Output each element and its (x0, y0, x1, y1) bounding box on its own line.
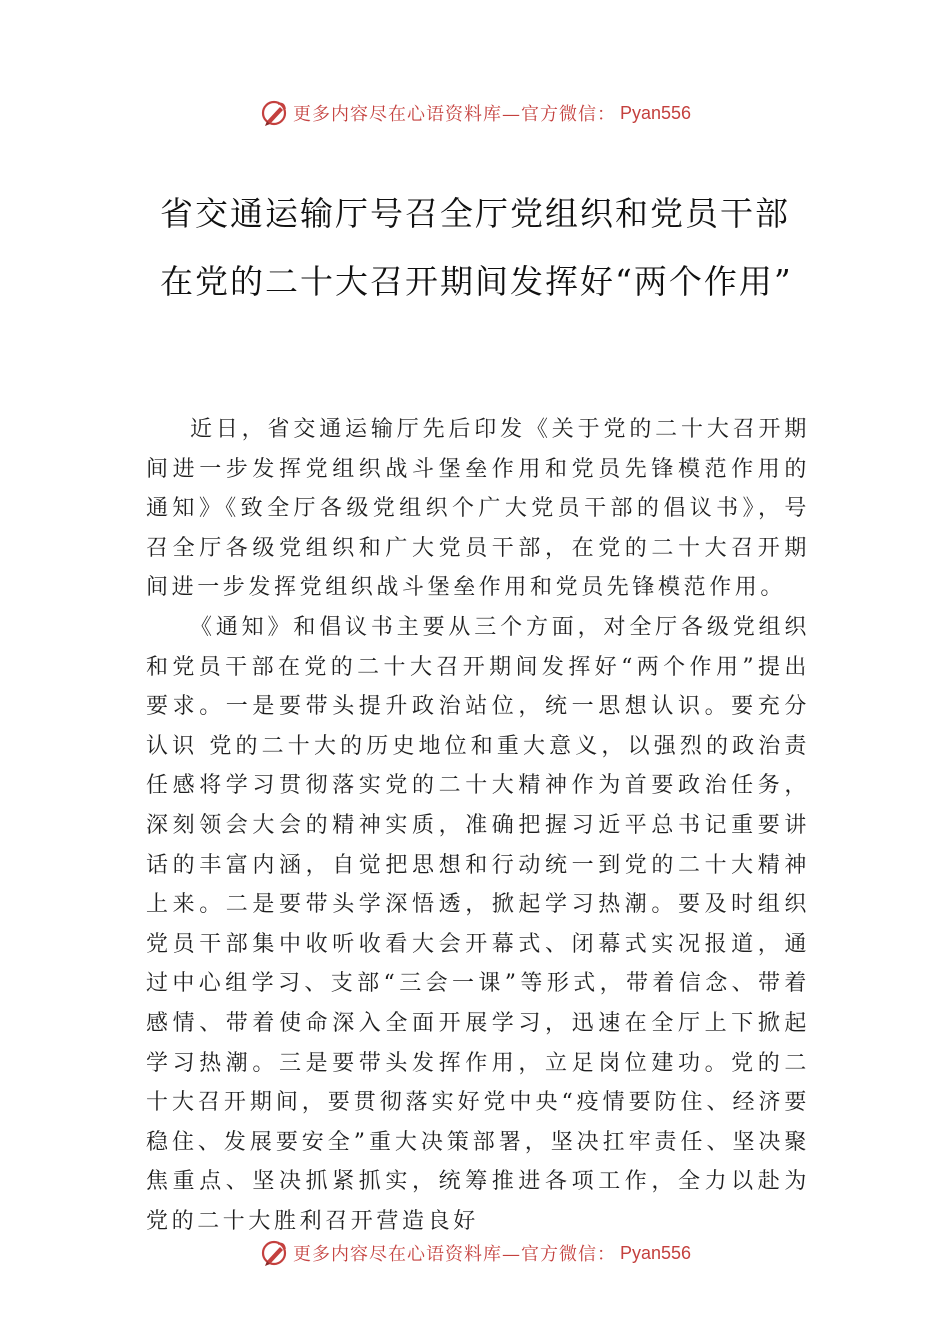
paragraph: 《通知》和倡议书主要从三个方面，对全厅各级党组织和党员干部在党的二十大召开期间发挥好“两个作用”提出要求。一是要带头提升政治站位，统一思想认识。要充分认识 党的二十大的历史地位和重大意义，以强烈的政治责任感将学习贯彻落实党的二十大精神作为首要政治任务，深刻领会大会的精神实质，准确把握习近平总书记重要讲话的丰富内涵，自觉把思想和行动统一到党的二十大精神上来。二是要带头学深悟透，掀起学习热潮。要及时组织党员干部集中收听收看大会开幕式、闭幕式实况报道，通过中心组学习、支部“三会一课”等形式，带着信念、带着感情、带着使命深入全面开展学习，迅速在全厅上下掀起学习热潮。三是要带头发挥作用，立足岗位建功。党的二十大召开期间，要贯彻落实好党中央“疫情要防住、经济要稳住、发展要安全”重大决策部署，坚决扛牢责任、坚决聚焦重点、坚决抓紧抓实，统筹推进各项工作，全力以赴为党的二十大胜利召开营造良好 (146, 614, 810, 1234)
document-body (146, 410, 810, 1241)
watermark-wechat-id: Pyan556 (619, 102, 692, 123)
pen-seal-icon (259, 98, 289, 128)
footer-watermark (0, 1238, 950, 1268)
document-title: 省交通运输厅号召全厅党组织和党员干部在党的二十大召开期间发挥好“两个作用” (160, 194, 793, 301)
pen-seal-icon (259, 1238, 289, 1268)
watermark-text: 更多内容尽在心语资料库—官方微信： (292, 1244, 616, 1265)
watermark-wechat-id: Pyan556 (619, 1242, 692, 1263)
header-watermark (0, 98, 950, 128)
watermark-text: 更多内容尽在心语资料库—官方微信： (292, 104, 616, 125)
paragraph: 近日，省交通运输厅先后印发《关于党的二十大召开期间进一步发挥党组织战斗堡垒作用和党员先锋模范作用的通知》《致全厅各级党组织个广大党员干部的倡议书》，号召全厅各级党组织和广大党员干部，在党的二十大召开期间进一步发挥党组织战斗堡垒作用和党员先锋模范作用。 (146, 417, 810, 601)
